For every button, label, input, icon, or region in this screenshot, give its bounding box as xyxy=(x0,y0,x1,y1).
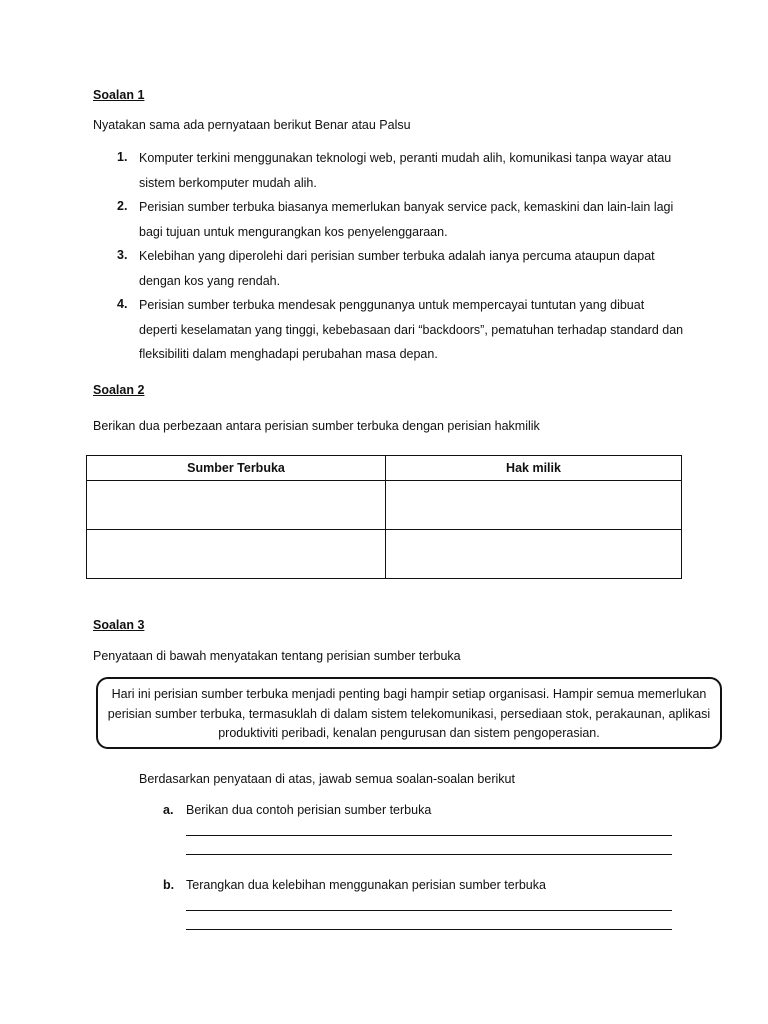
q3-instruction: Penyataan di bawah menyatakan tentang perisian sumber terbuka xyxy=(93,649,461,663)
q3-lead-text: Berdasarkan penyataan di atas, jawab semua soalan-soalan berikut xyxy=(139,772,515,786)
answer-line[interactable] xyxy=(186,854,672,855)
q1-heading: Soalan 1 xyxy=(93,88,145,102)
answer-line[interactable] xyxy=(186,910,672,911)
answer-line[interactable] xyxy=(186,929,672,930)
q1-item-4-text: Perisian sumber terbuka mendesak penggunanya untuk mempercayai tuntutan yang dibuat deperti keselamatan yang tinggi, kebebasaan dari “backdoors”, pematuhan terhadap standard dan fleksibiliti dalam menghadapi perubahan masa depan. xyxy=(139,298,684,361)
q1-item-3-text: Kelebihan yang diperolehi dari perisian sumber terbuka adalah ianya percuma ataupun dapat dengan kos yang rendah. xyxy=(139,249,655,288)
q2-heading: Soalan 2 xyxy=(93,383,145,397)
table-header-row xyxy=(87,456,682,481)
q1-item-2-text: Perisian sumber terbuka biasanya memerlukan banyak service pack, kemaskini dan lain-lain lagi bagi tujuan untuk mengurangkan kos penyelenggaraan. xyxy=(139,200,674,239)
statement-box: Hari ini perisian sumber terbuka menjadi penting bagi hampir setiap organisasi. Hampir semua memerlukan perisian sumber terbuka, termasuklah di dalam sistem telekomunikasi, persediaan stok, perakaunan, aplikasi produktiviti peribadi, kenalan pengurusan dan sistem pengoperasian. xyxy=(96,677,722,749)
table-cell-answer[interactable] xyxy=(87,481,386,530)
q1-item-3-number: 3. xyxy=(117,248,128,262)
table-cell-answer[interactable] xyxy=(386,481,682,530)
table-row xyxy=(87,530,682,579)
q3-sub-b-label: b. xyxy=(163,878,175,892)
q2-instruction: Berikan dua perbezaan antara perisian sumber terbuka dengan perisian hakmilik xyxy=(93,419,540,433)
q1-item-4-number: 4. xyxy=(117,297,128,311)
answer-line[interactable] xyxy=(186,835,672,836)
table-cell-answer[interactable] xyxy=(87,530,386,579)
q1-item-2-number: 2. xyxy=(117,199,128,213)
table-cell-answer[interactable] xyxy=(386,530,682,579)
q3-sub-b-text: Terangkan dua kelebihan menggunakan perisian sumber terbuka xyxy=(186,878,546,892)
table-header-sumber-terbuka: Sumber Terbuka xyxy=(87,456,386,481)
table-header-hak-milik: Hak milik xyxy=(386,456,682,481)
comparison-table xyxy=(86,455,682,579)
q3-sub-a-text: Berikan dua contoh perisian sumber terbuka xyxy=(186,803,432,817)
q1-item-1-number: 1. xyxy=(117,150,128,164)
table-row xyxy=(87,481,682,530)
q1-item-1-text: Komputer terkini menggunakan teknologi web, peranti mudah alih, komunikasi tanpa wayar atau sistem berkomputer mudah alih. xyxy=(139,151,672,190)
q3-sub-a-label: a. xyxy=(163,803,174,817)
q1-instruction: Nyatakan sama ada pernyataan berikut Benar atau Palsu xyxy=(93,118,411,132)
q3-heading: Soalan 3 xyxy=(93,618,145,632)
